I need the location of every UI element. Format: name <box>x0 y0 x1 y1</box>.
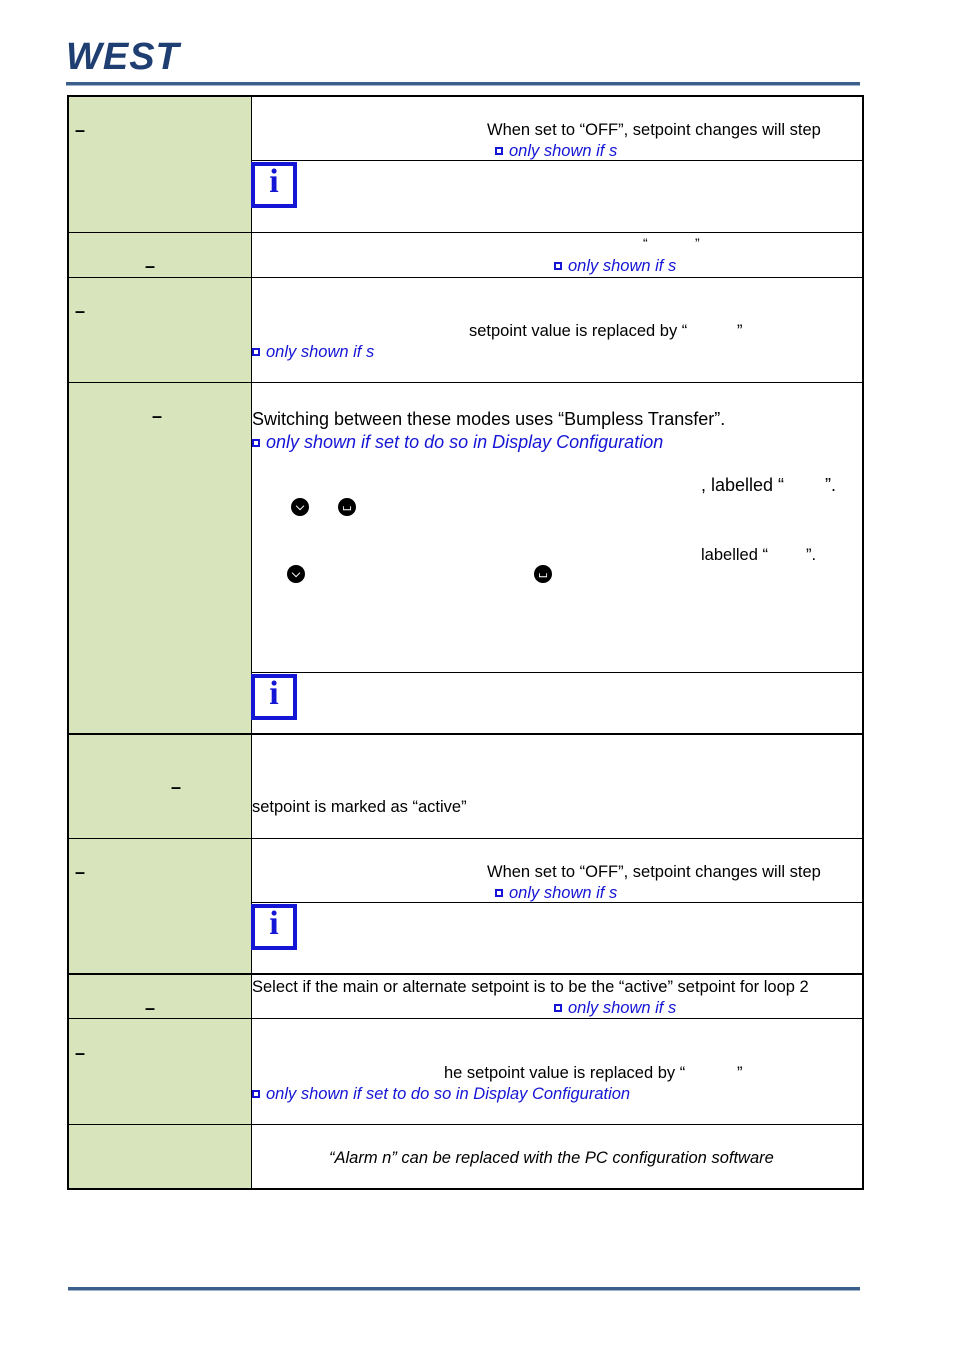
info-icon: i <box>251 674 297 720</box>
row4-note: only shown if set to do so in Display Configuration <box>252 432 663 452</box>
row8-note: only shown if set to do so in Display Configuration <box>252 1084 630 1104</box>
row9-text: “Alarm n” can be replaced with the PC configuration software <box>329 1149 774 1167</box>
parameter-name-column <box>69 97 252 1188</box>
info-icon: i <box>251 904 297 950</box>
header-rule <box>66 82 860 85</box>
row3-text: setpoint value is replaced by “ <box>469 322 688 340</box>
row6-text: When set to “OFF”, setpoint changes will step <box>487 863 821 881</box>
info-icon: i <box>251 162 297 208</box>
row6-note: only shown if s <box>495 883 617 903</box>
up-arrow-key-icon: ⌴ <box>338 498 356 516</box>
footer-rule <box>68 1287 860 1290</box>
row7-text: Select if the main or alternate setpoint is to be the “active” setpoint for loop 2 <box>252 978 809 996</box>
row2-quote-close: ” <box>695 235 700 251</box>
row8-text: he setpoint value is replaced by “ <box>444 1064 686 1082</box>
row2-note: only shown if s <box>554 256 676 276</box>
row4-line1: Switching between these modes uses “Bumpless Transfer”. <box>252 409 726 429</box>
row7-note: only shown if s <box>554 998 676 1018</box>
row1-text: When set to “OFF”, setpoint changes will step <box>487 121 821 139</box>
parameter-table: – – – – – – – – When set to “OFF”, setpoint changes will step only shown if s i “ ” only shown if s setpoint value is replaced by “ ” only shown if s Switching between these modes uses “Bumpless Transfer”. only shown if set to do so in Display Configuration , labelled “ ”. ⌵ ⌴ labelled “ ”. ⌵ ⌴ i setpoint is marked as “active” When set to “OFF”, setpoint changes will step only shown if s i Select if the main or alternate setpoint is to be the “active” setpoint for loop 2 only shown if s he setpoint value is replaced by “ ” only shown if set to do so in Display Configuration “Alarm n” can be replaced with the PC configuration software <box>67 95 864 1190</box>
up-arrow-key-icon: ⌴ <box>534 565 552 583</box>
west-logo <box>64 38 214 72</box>
row2-quote-open: “ <box>643 235 648 251</box>
row4-label1-end: ”. <box>825 475 836 495</box>
row3-note: only shown if s <box>252 342 374 362</box>
row4-label2: labelled “ <box>701 546 768 564</box>
svg-text:WEST: WEST <box>66 38 180 72</box>
row8-quote-close: ” <box>737 1064 743 1082</box>
down-arrow-key-icon: ⌵ <box>287 565 305 583</box>
row4-label2-end: ”. <box>806 546 817 564</box>
row5-text: setpoint is marked as “active” <box>252 798 467 816</box>
row1-note: only shown if s <box>495 141 617 161</box>
row4-label1: , labelled “ <box>701 475 785 495</box>
row3-quote-close: ” <box>737 322 743 340</box>
down-arrow-key-icon: ⌵ <box>291 498 309 516</box>
